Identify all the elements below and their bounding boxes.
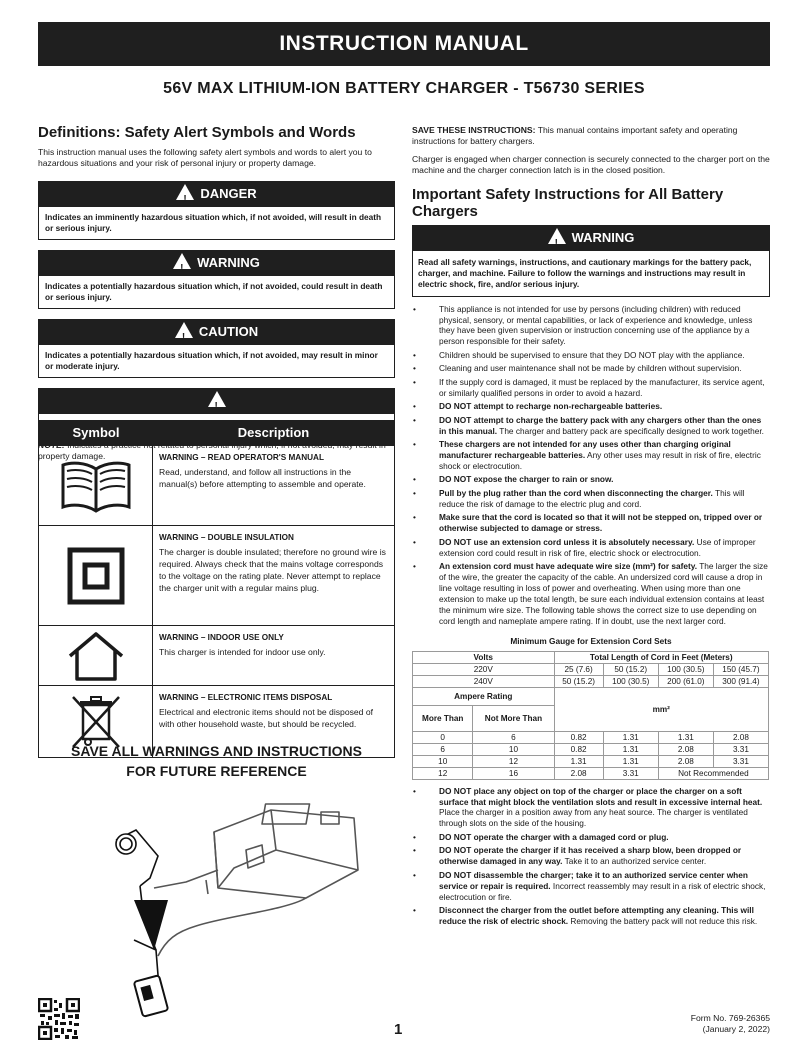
list-item	[412, 488, 770, 510]
bullet-text: Cleaning and user maintenance shall not be made by children without supervision.	[439, 363, 742, 374]
description-column-header: Description	[237, 425, 310, 440]
product-title: 56V MAX LITHIUM-ION BATTERY CHARGER - T56730 SERIES	[163, 80, 645, 97]
danger-text: Indicates an imminently hazardous situation which, if not avoided, will result in death or serious injury.	[38, 207, 395, 240]
caution-text: Indicates a potentially hazardous situation which, if not avoided, may result in minor or moderate injury.	[38, 345, 395, 378]
table-row	[413, 731, 769, 743]
alert-triangle-icon	[173, 253, 191, 269]
not-more-than-header: Not More Than	[473, 705, 554, 731]
table-cell: 300 (91.4)	[713, 675, 768, 687]
table-cell: 2.08	[658, 743, 713, 755]
symbol-title: WARNING – ELECTRONIC ITEMS DISPOSAL	[159, 693, 333, 702]
page-number: 1	[394, 1021, 403, 1038]
table-cell: 3.31	[603, 767, 658, 779]
symbol-title: WARNING – READ OPERATOR'S MANUAL	[159, 453, 324, 462]
symbol-text: This charger is intended for indoor use only.	[159, 647, 326, 657]
table-cell: 150 (45.7)	[713, 663, 768, 675]
ampere-header: Ampere Rating	[413, 687, 555, 705]
form-date: (January 2, 2022)	[702, 1024, 770, 1034]
save-instructions-body: This manual contains important safety and operating instructions for battery chargers.	[412, 125, 738, 147]
bullet-text: The charger and battery pack are specifically designed to work together.	[497, 425, 764, 436]
list-item	[412, 401, 770, 412]
volts-header: Volts	[413, 651, 555, 663]
list-item	[412, 561, 770, 626]
table-cell: 50 (15.2)	[603, 663, 658, 675]
table-cell: 25 (7.6)	[554, 663, 603, 675]
warning-label: WARNING	[197, 254, 260, 270]
list-item	[412, 415, 770, 437]
gauge-table	[412, 651, 769, 780]
table-cell: 12	[473, 755, 554, 767]
table-row	[413, 767, 769, 779]
save-instructions-label: SAVE THESE INSTRUCTIONS:	[412, 125, 536, 135]
bullet-text: Place the charger in a position away from any heat source. The charger is ventilated through slots on the side of the housing.	[439, 807, 748, 829]
bullet-bold-text: DO NOT operate the charger if it has received a sharp blow, been dropped or otherwise damaged in any way.	[439, 845, 742, 867]
table-cell: 1.31	[554, 755, 603, 767]
definitions-section	[38, 124, 395, 463]
bullet-text: Incorrect reassembly may result in a risk of electric shock, electrocution or fire.	[439, 880, 766, 902]
definitions-intro: This instruction manual uses the following safety alert symbols and words to alert you to hazardous situations and your risk of personal injury or property damage.	[38, 147, 372, 169]
bullet-text: Use of improper extension cord could result in risk of fire, electric shock or electrocution.	[439, 536, 756, 558]
bullet-bold-text: Make sure that the cord is located so that it will not be stepped on, tripped over or otherwise subjected to damage or stress.	[439, 512, 763, 534]
list-item	[412, 363, 770, 374]
table-cell: 2.08	[713, 731, 768, 743]
list-item	[412, 377, 770, 399]
bullet-bold-text: DO NOT use an extension cord unless it is absolutely necessary.	[439, 536, 695, 547]
definitions-title: Definitions: Safety Alert Symbols and Words	[38, 124, 356, 141]
bullet-bold-text: DO NOT attempt to charge the battery pack with any chargers other than the ones in this manual.	[439, 414, 762, 436]
symbol-column-header: Symbol	[72, 425, 120, 440]
symbol-row	[39, 445, 394, 525]
form-number-text: Form No. 769-26365	[690, 1013, 770, 1023]
list-item	[412, 304, 770, 348]
symbol-title: WARNING – DOUBLE INSULATION	[159, 533, 294, 542]
danger-block	[38, 181, 395, 240]
table-cell: 10	[413, 755, 473, 767]
caution-label: CAUTION	[198, 323, 259, 339]
table-cell: 12	[413, 767, 473, 779]
table-row	[413, 755, 769, 767]
list-item	[412, 870, 770, 903]
bullet-text: If the supply cord is damaged, it must be replaced by the manufacturer, its service agent, or similarly qualified persons in order to avoid a hazard.	[439, 376, 765, 398]
double-insulation-icon	[67, 547, 125, 605]
table-cell: 0.82	[554, 743, 603, 755]
list-item	[412, 905, 770, 927]
table-cell: 0.82	[554, 731, 603, 743]
bullet-bold-text: DO NOT place any object on top of the charger or place the charger on a soft surface that might block the ventilation slots and result in excessive internal heat.	[439, 785, 763, 807]
table-cell: 6	[413, 743, 473, 755]
save-all-line1: SAVE ALL WARNINGS AND INSTRUCTIONS	[71, 743, 362, 759]
table-cell: 6	[473, 731, 554, 743]
warning-text: Indicates a potentially hazardous situation which, if not avoided, could result in death or serious injury.	[38, 276, 395, 309]
table-cell: 2.08	[554, 767, 603, 779]
table-row	[413, 675, 769, 687]
mm2-header: mm²	[554, 687, 768, 731]
table-cell: 200 (61.0)	[658, 675, 713, 687]
bullet-text: Children should be supervised to ensure that they DO NOT play with the appliance.	[439, 349, 745, 360]
bullet-text: This appliance is not intended for use by persons (including children) with reduced physical, sensory, or mental capabilities, or lack of experience and knowledge, unless they have been given supervision or instruction concerning use of the appliance by a person responsible for their safety.	[439, 303, 753, 347]
alert-bar	[38, 388, 395, 414]
list-item	[412, 439, 770, 472]
list-item	[412, 832, 770, 843]
symbol-table-header	[39, 421, 394, 445]
house-icon	[66, 630, 126, 682]
safety-bullet-list	[412, 304, 770, 627]
list-item	[412, 845, 770, 867]
open-book-icon	[57, 459, 135, 513]
list-item	[412, 786, 770, 830]
bullet-text: Take it to an authorized service center.	[562, 856, 707, 867]
table-cell: 1.31	[658, 731, 713, 743]
bullet-bold-text: An extension cord must have adequate wire size (mm²) for safety.	[439, 561, 698, 572]
save-all-line2: FOR FUTURE REFERENCE	[126, 763, 307, 779]
list-item	[412, 512, 770, 534]
symbol-text: Read, understand, and follow all instructions in the manual(s) before attempting to assemble and operate.	[159, 467, 366, 489]
bullet-text: The larger the size of the wire, the greater the capacity of the cable. An undersized cord will cause a drop in line voltage resulting in loss of power and overheating. When using more than one extension to make up the total length, be sure each individual extension contains at least the minimum wire size. The following table shows the correct size to use depending on cord length and nameplate ampere rating. If in doubt, use the next larger cord.	[439, 561, 768, 626]
table-row	[413, 743, 769, 755]
symbol-row	[39, 625, 394, 685]
table-cell: 240V	[413, 675, 555, 687]
bullet-text: Removing the battery pack will not reduce this risk.	[568, 915, 758, 926]
symbol-text: The charger is double insulated; therefore no ground wire is required. Always check that the mains voltage corresponds to the voltage on the rating plate. Never attempt to replace the charger unit with a regular mains plug.	[159, 547, 386, 593]
table-cell: 100 (30.5)	[603, 675, 658, 687]
safety-bullet-list	[412, 786, 770, 927]
table-cell: 2.08	[658, 755, 713, 767]
gauge-table-title: Minimum Gauge for Extension Cord Sets	[510, 635, 672, 646]
table-cell: 0	[413, 731, 473, 743]
alert-triangle-icon	[208, 391, 226, 407]
alert-triangle-icon	[548, 228, 566, 244]
warning-bar	[38, 250, 395, 276]
table-cell: 1.31	[603, 743, 658, 755]
bullet-text: This will reduce the risk of damage to the electric plug and cord.	[439, 487, 745, 509]
save-instructions-text	[412, 125, 770, 148]
bullet-text: Any other uses may result in risk of fire, electric shock or electrocution.	[439, 450, 761, 471]
charger-illustration	[96, 790, 406, 1030]
more-than-header: More Than	[413, 705, 473, 731]
note-body: property damage.	[38, 451, 106, 462]
table-cell: 3.31	[713, 755, 768, 767]
right-column	[412, 125, 770, 929]
bullet-bold-text: Pull by the plug rather than the cord when disconnecting the charger.	[439, 487, 713, 498]
table-cell: 220V	[413, 663, 555, 675]
bullet-bold-text: DO NOT attempt to recharge non-rechargeable batteries.	[439, 401, 663, 412]
alert-triangle-icon	[176, 184, 194, 200]
total-length-header: Total Length of Cord in Feet (Meters)	[554, 651, 768, 663]
save-all-heading	[38, 741, 395, 781]
caution-bar	[38, 319, 395, 345]
list-item	[412, 350, 770, 361]
manual-banner: INSTRUCTION MANUAL	[38, 22, 770, 66]
symbol-table	[38, 420, 395, 758]
danger-bar	[38, 181, 395, 207]
table-row	[413, 663, 769, 675]
table-cell: 16	[473, 767, 554, 779]
warning-block	[38, 250, 395, 309]
table-cell: 10	[473, 743, 554, 755]
bullet-bold-text: DO NOT expose the charger to rain or snow.	[439, 474, 614, 485]
bullet-bold-text: Disconnect the charger from the outlet before attempting any cleaning. This will reduce the risk of electric shock.	[439, 905, 754, 926]
table-cell: 50 (15.2)	[554, 675, 603, 687]
list-item	[412, 474, 770, 485]
table-cell: 1.31	[603, 731, 658, 743]
danger-label: DANGER	[200, 185, 257, 201]
bullet-bold-text: These chargers are not intended for any uses other than charging original manufacturer rechargeable batteries.	[439, 439, 731, 461]
charger-warning-block	[412, 225, 770, 297]
qr-code-icon	[38, 998, 80, 1040]
table-cell: 3.31	[713, 743, 768, 755]
form-number	[691, 1013, 770, 1035]
warning-bar	[412, 225, 770, 251]
table-cell: 100 (30.5)	[658, 663, 713, 675]
symbol-text: Electrical and electronic items should not be disposed of with other household waste, but should be recycled.	[159, 707, 374, 729]
table-cell: 1.31	[603, 755, 658, 767]
symbol-row	[39, 525, 394, 625]
charger-warning-text: Read all safety warnings, instructions, and cautionary markings for the battery pack, charger, and machine. Failure to follow the warnings and instructions may result in electric shock, fire, and/or serious injury.	[412, 251, 770, 297]
alert-triangle-icon	[175, 322, 193, 338]
caution-block	[38, 319, 395, 378]
warning-label: WARNING	[571, 229, 635, 245]
section-title: Important Safety Instructions for All Battery Chargers	[412, 185, 724, 220]
bullet-bold-text: DO NOT operate the charger with a damaged cord or plug.	[439, 831, 669, 842]
table-cell: Not Recommended	[658, 767, 768, 779]
bullet-bold-text: DO NOT disassemble the charger; take it to an authorized service center when service or repair is required.	[439, 869, 748, 891]
list-item	[412, 537, 770, 559]
symbol-title: WARNING – INDOOR USE ONLY	[159, 633, 284, 642]
engaged-text: Charger is engaged when charger connection is securely connected to the charger port on the machine and the charger connection latch is in the closed position.	[412, 153, 770, 176]
